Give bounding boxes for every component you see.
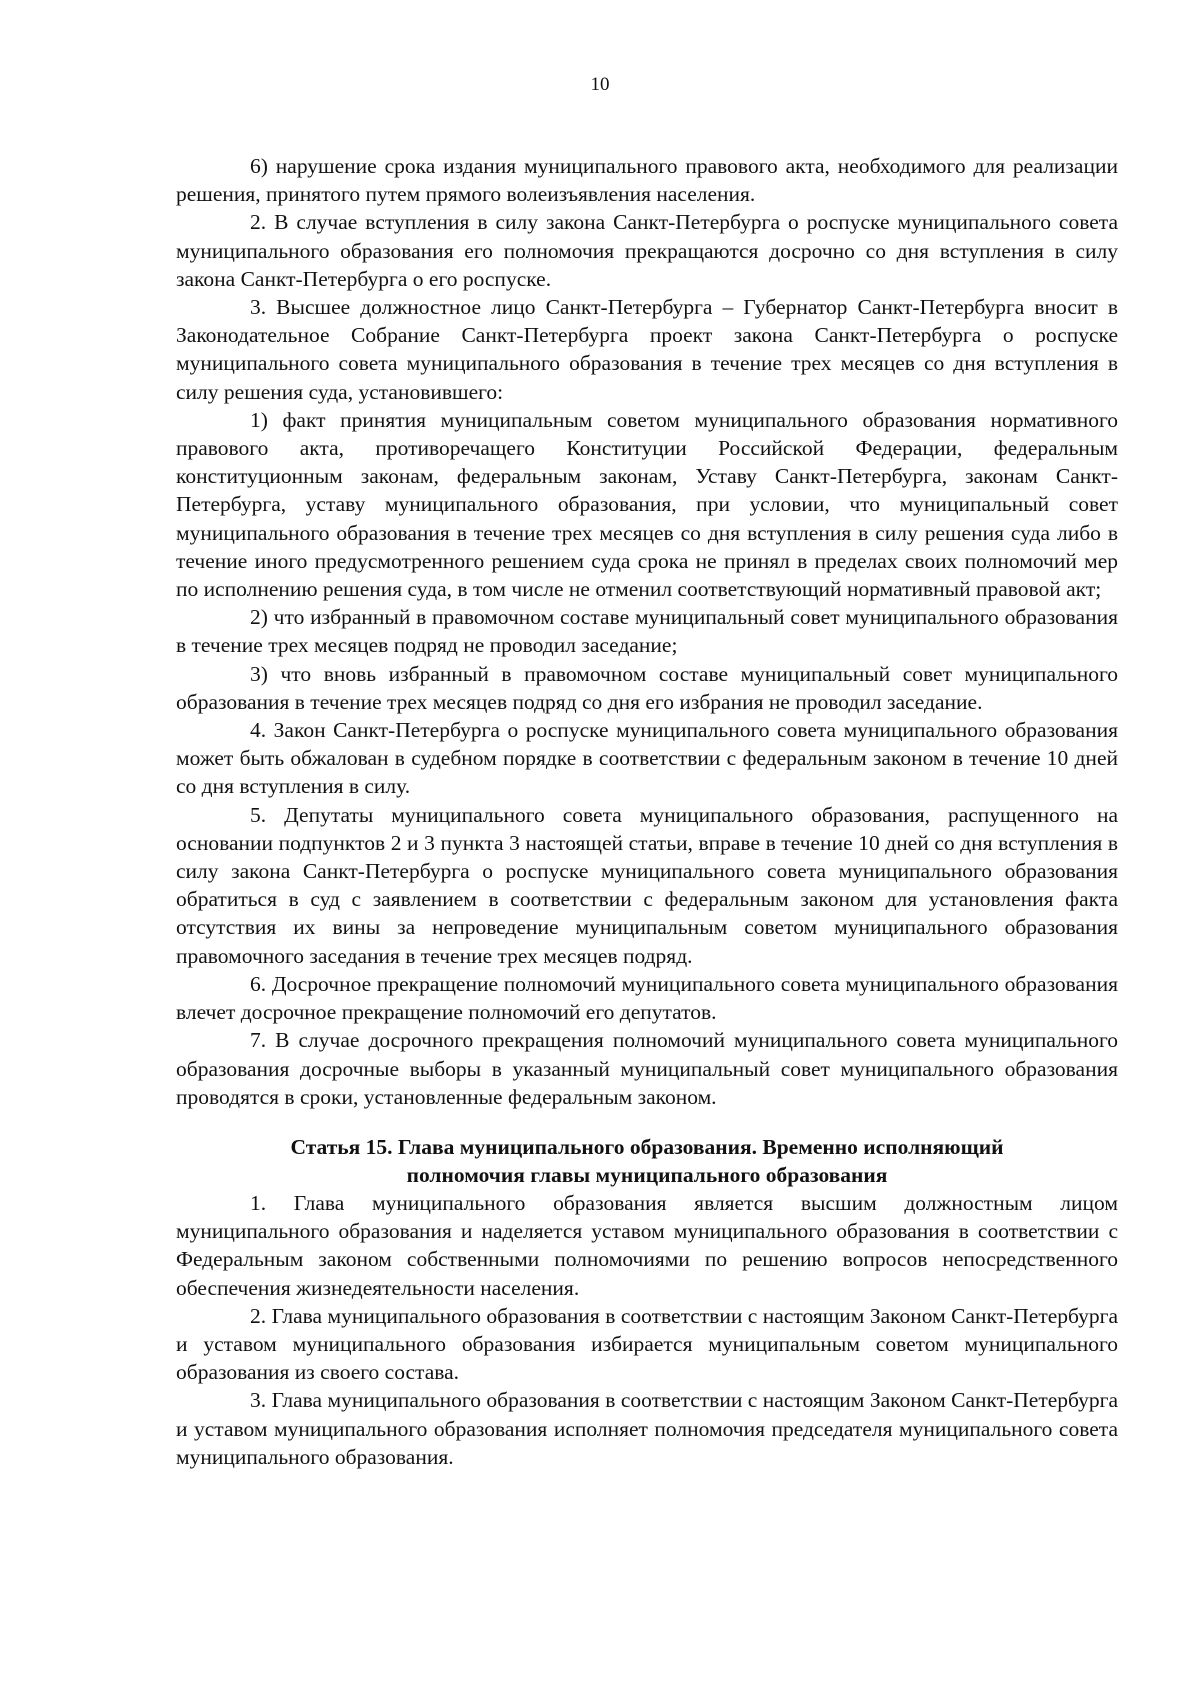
subparagraph-1-illegal-act: 1) факт принятия муниципальным советом муниципального образования нормативного правового акта, противоречащего Конституции Российской Федерации, федеральным конституционным законам, федеральным законам, Уставу Санкт-Петербурга, законам Санкт-Петербурга, уставу муниципального образования, при условии, что муниципальный совет муниципального образования в течение трех месяцев со дня вступления в силу решения суда либо в течение иного предусмотренного решением суда срока не принял в пределах своих полномочий мер по исполнению решения суда, в том числе не отменил соответствующий нормативный правовой акт; — [176, 407, 1118, 602]
paragraph-4-appeal: 4. Закон Санкт-Петербурга о роспуске муниципального совета муниципального образования может быть обжалован в судебном порядке в соответствии с федеральным законом в течение 10 дней со дня вступления в силу. — [176, 718, 1118, 799]
article-15-paragraph-3: 3. Глава муниципального образования в соответствии с настоящим Законом Санкт-Петербурга и уставом муниципального образования исполняет полномочия председателя муниципального совета муниципального образования. — [176, 1388, 1118, 1469]
paragraph-7-early-elections: 7. В случае досрочного прекращения полномочий муниципального совета муниципального образования досрочные выборы в указанный муниципальный совет муниципального образования проводятся в сроки, установленные федеральным законом. — [176, 1028, 1118, 1109]
subparagraph-3-new-council-no-meetings: 3) что вновь избранный в правомочном составе муниципальный совет муниципального образования в течение трех месяцев подряд со дня его избрания не проводил заседание. — [176, 661, 1118, 714]
article-heading-line-2: полномочия главы муниципального образования — [406, 1162, 888, 1187]
document-body — [176, 152, 1118, 1471]
paragraph-5-deputies-court: 5. Депутаты муниципального совета муниципального образования, распущенного на основании подпунктов 2 и 3 пункта 3 настоящей статьи, вправе в течение 10 дней со дня вступления в силу закона Санкт-Петербурга о роспуске муниципального совета муниципального образования обратиться в суд с заявлением в соответствии с федеральным законом для установления факта отсутствия их вины за непроведение муниципальным советом муниципального образования правомочного заседания в течение трех месяцев подряд. — [176, 802, 1118, 968]
article-15-paragraph-1: 1. Глава муниципального образования является высшим должностным лицом муниципального образования и наделяется уставом муниципального образования в соответствии с Федеральным законом собственными полномочиями по решению вопросов непосредственного обеспечения жизнедеятельности населения. — [176, 1190, 1118, 1300]
article-heading-line-1: Статья 15. Глава муниципального образования. Временно исполняющий — [290, 1134, 1004, 1159]
paragraph-3-governor-proposal: 3. Высшее должностное лицо Санкт-Петербурга – Губернатор Санкт-Петербурга вносит в Законодательное Собрание Санкт-Петербурга проект закона Санкт-Петербурга о роспуске муниципального совета муниципального образования в течение трех месяцев со дня вступления в силу решения суда, установившего: — [176, 295, 1118, 404]
paragraph-6-early-termination: 6. Досрочное прекращение полномочий муниципального совета муниципального образования влечет досрочное прекращение полномочий его депутатов. — [176, 971, 1118, 1025]
subparagraph-2-no-meetings: 2) что избранный в правомочном составе муниципальный совет муниципального образования в течение трех месяцев подряд не проводил заседание; — [176, 605, 1118, 658]
article-15-paragraph-2: 2. Глава муниципального образования в соответствии с настоящим Законом Санкт-Петербурга и уставом муниципального образования избирается муниципальным советом муниципального образования из своего состава. — [176, 1303, 1118, 1385]
paragraph-item-6-violation: 6) нарушение срока издания муниципального правового акта, необходимого для реализации решения, принятого путем прямого волеизъявления населения. — [176, 154, 1118, 207]
page-number: 10 — [590, 74, 610, 95]
paragraph-2-dissolution-law: 2. В случае вступления в силу закона Санкт-Петербурга о роспуске муниципального совета муниципального образования его полномочия прекращаются досрочно со дня вступления в силу закона Санкт-Петербурга о его роспуске. — [176, 210, 1118, 291]
article-15-heading — [176, 1133, 1118, 1189]
